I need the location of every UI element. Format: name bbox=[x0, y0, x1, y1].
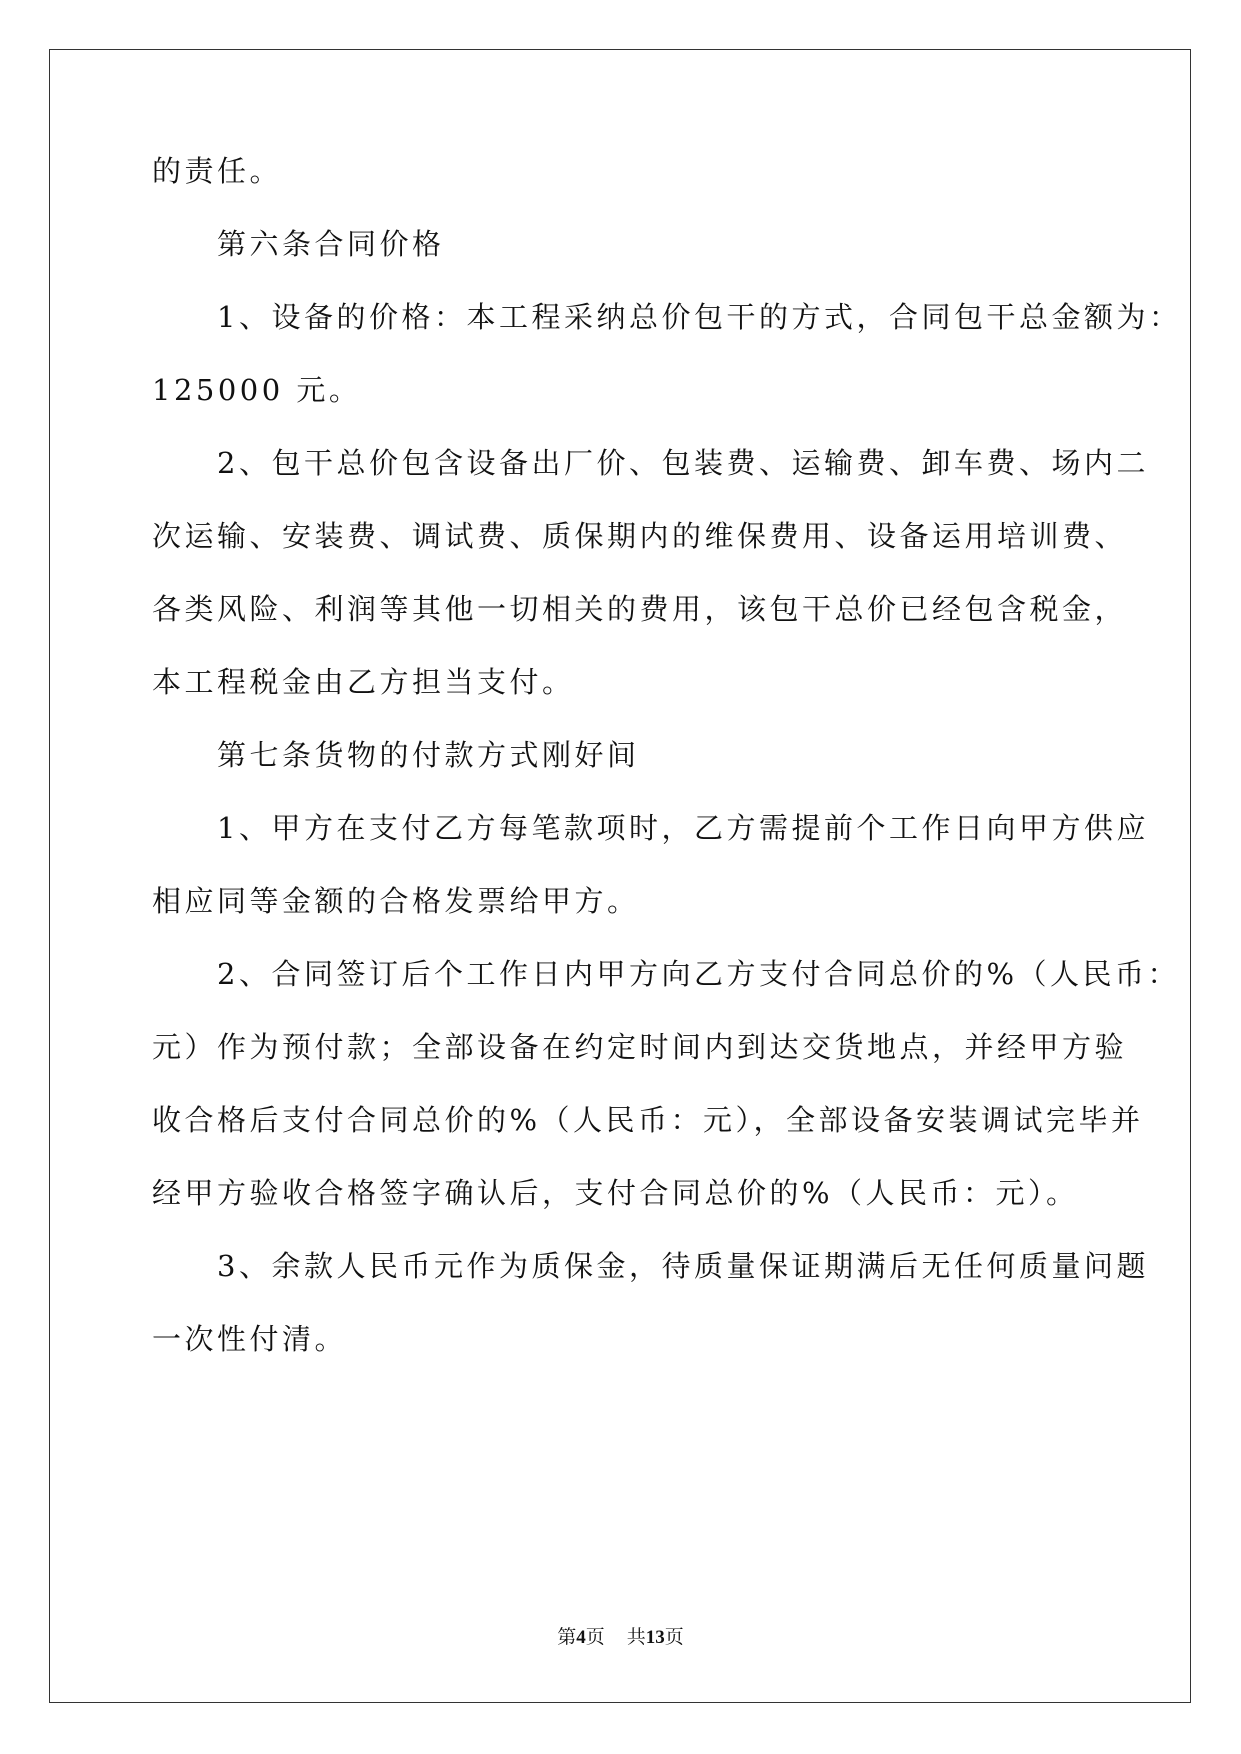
text-line: 3、余款人民币元作为质保金，待质量保证期满后无任何质量问题 bbox=[152, 1249, 1149, 1283]
text-line: 1、甲方在支付乙方每笔款项时，乙方需提前个工作日向甲方供应 bbox=[152, 811, 1149, 845]
text-line: 2、包干总价包含设备出厂价、包装费、运输费、卸车费、场内二 bbox=[152, 446, 1149, 480]
text-line: 元）作为预付款；全部设备在约定时间内到达交货地点，并经甲方验 bbox=[152, 1030, 1128, 1064]
total-pages-number: 13 bbox=[645, 1627, 665, 1648]
footer-page-suffix: 页 bbox=[585, 1627, 605, 1648]
text-line: 本工程税金由乙方担当支付。 bbox=[152, 665, 575, 699]
footer-total-suffix: 页 bbox=[664, 1627, 684, 1648]
text-line: 一次性付清。 bbox=[152, 1322, 348, 1356]
text-line: 1、设备的价格：本工程采纳总价包干的方式，合同包干总金额为： bbox=[152, 300, 1182, 334]
footer-prefix: 第 bbox=[557, 1627, 577, 1648]
text-line: 经甲方验收合格签字确认后，支付合同总价的%（人民币：元）。 bbox=[152, 1176, 1079, 1210]
text-line: 的责任。 bbox=[152, 154, 283, 188]
footer-total-prefix: 共 bbox=[626, 1627, 646, 1648]
text-line: 2、合同签订后个工作日内甲方向乙方支付合同总价的%（人民币： bbox=[152, 957, 1181, 991]
section-heading: 第六条合同价格 bbox=[152, 227, 445, 261]
text-line: 125000 元。 bbox=[152, 373, 362, 407]
section-heading: 第七条货物的付款方式刚好间 bbox=[152, 738, 640, 772]
page-footer bbox=[0, 1626, 1241, 1650]
text-line: 次运输、安装费、调试费、质保期内的维保费用、设备运用培训费、 bbox=[152, 519, 1128, 553]
text-line: 各类风险、利润等其他一切相关的费用，该包干总价已经包含税金， bbox=[152, 592, 1128, 626]
text-line: 收合格后支付合同总价的%（人民币：元），全部设备安装调试完毕并 bbox=[152, 1103, 1144, 1137]
current-page-number: 4 bbox=[576, 1627, 586, 1648]
text-line: 相应同等金额的合格发票给甲方。 bbox=[152, 884, 640, 918]
